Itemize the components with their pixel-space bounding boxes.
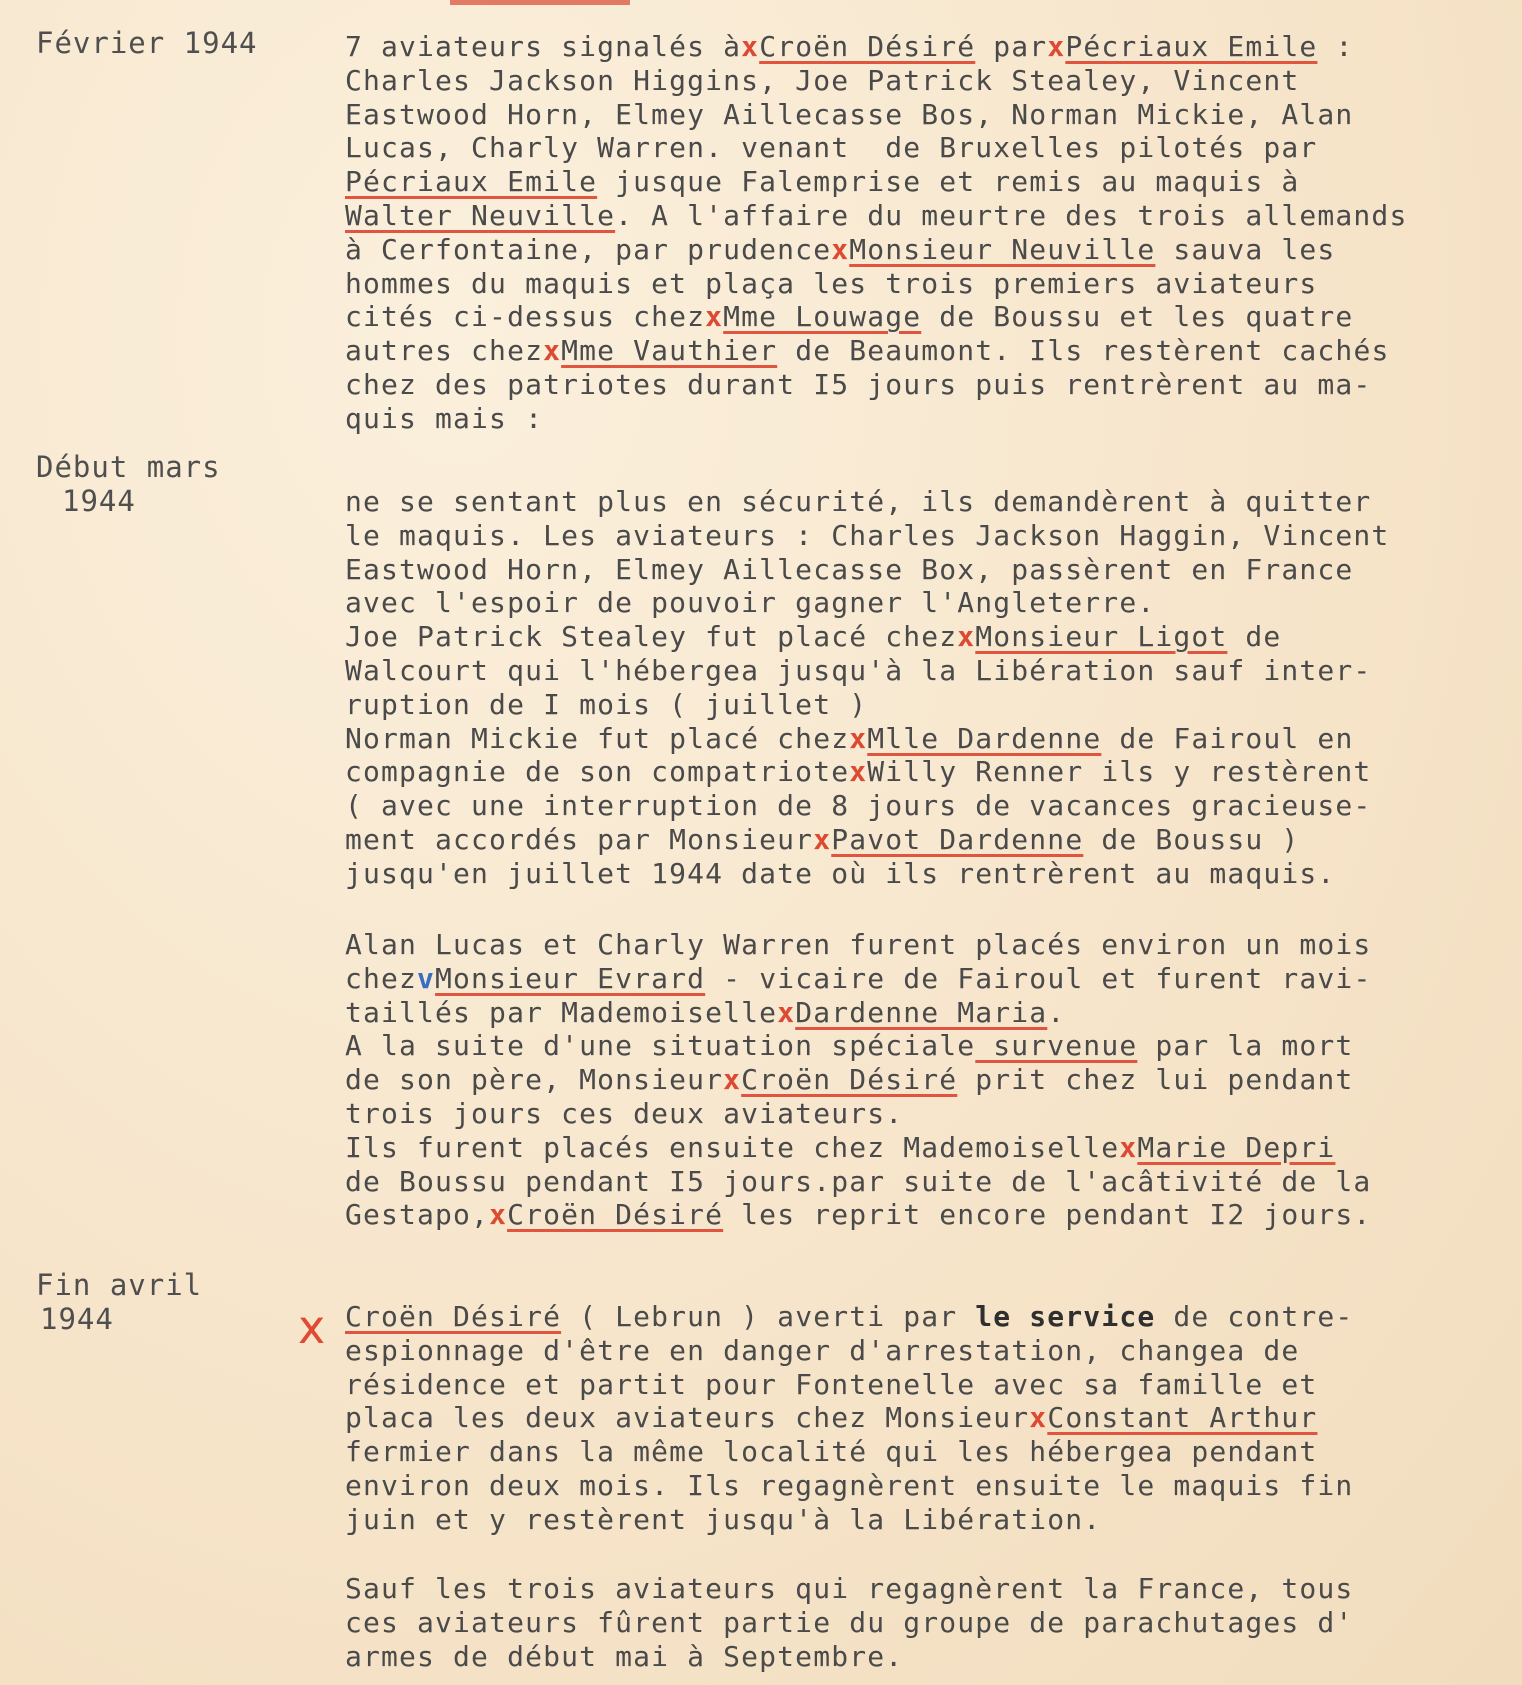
- text-line: Lucas, Charly Warren. venant de Bruxelles pilotés par: [345, 131, 1318, 165]
- red-x-mark: x: [741, 30, 760, 63]
- text-line: Gestapo,xCroën Désiré les reprit encore pendant I2 jours.: [345, 1198, 1372, 1232]
- date-february-1944: Février 1944: [36, 26, 258, 60]
- red-x-mark: x: [813, 822, 832, 856]
- text-line: A la suite d'une situation spéciale survenue par la mort: [345, 1029, 1354, 1063]
- text-line: taillés par MademoisellexDardenne Maria.: [345, 995, 1066, 1029]
- red-x-mark: x: [723, 1063, 742, 1097]
- text-line: résidence et partit pour Fontenelle avec sa famille et: [345, 1367, 1318, 1401]
- text-line: Sauf les trois aviateurs qui regagnèrent la France, tous: [345, 1572, 1354, 1605]
- text-line: ment accordés par MonsieurxPavot Dardenne de Boussu ): [345, 822, 1300, 856]
- text-line: de Boussu pendant I5 jours.par suite de l'acâtivité de la: [345, 1164, 1372, 1198]
- date-end-april: Fin avril: [36, 1268, 203, 1302]
- text-line: de son père, MonsieurxCroën Désiré prit chez lui pendant: [345, 1063, 1354, 1097]
- text-line: compagnie de son compatriotexWilly Renner ils y restèrent: [345, 755, 1372, 789]
- text-line: avec l'espoir de pouvoir gagner l'Angleterre.: [345, 586, 1156, 620]
- text-line: Walcourt qui l'hébergea jusqu'à la Libération sauf inter-: [345, 653, 1372, 687]
- paragraph-early-march: [345, 485, 1389, 891]
- text-line: placa les deux aviateurs chez MonsieurxConstant Arthur: [345, 1401, 1318, 1435]
- red-x-mark: x: [489, 1198, 508, 1232]
- red-x-mark: x: [849, 721, 868, 755]
- paragraph-conclusion: [345, 1572, 1353, 1673]
- text-line: 7 aviateurs signalés àxCroën Désiré parxPécriaux Emile :: [345, 30, 1354, 63]
- name-underline: Croën Désiré: [507, 1198, 724, 1232]
- name-underline: Pécriaux Emile: [345, 165, 598, 199]
- red-x-mark: x: [1029, 1401, 1048, 1435]
- text-line: Walter Neuville. A l'affaire du meurtre des trois allemands: [345, 198, 1408, 232]
- text-line: Joe Patrick Stealey fut placé chezxMonsieur Ligot de: [345, 620, 1282, 654]
- red-x-mark: x: [1119, 1130, 1138, 1164]
- red-x-mark: x: [543, 334, 562, 368]
- text-line: ( avec une interruption de 8 jours de vacances gracieuse-: [345, 789, 1372, 823]
- text-line: Croën Désiré ( Lebrun ) averti par le service de contre-: [345, 1300, 1354, 1333]
- red-x-mark: x: [957, 620, 976, 654]
- text-line: autres chezxMme Vauthier de Beaumont. Ils restèrent cachés: [345, 334, 1390, 368]
- text-line: cités ci-dessus chezxMme Louwage de Boussu et les quatre: [345, 300, 1354, 334]
- red-x-mark: x: [1047, 30, 1066, 63]
- text-line: Alan Lucas et Charly Warren furent placés environ un mois: [345, 928, 1372, 961]
- text-line: armes de début mai à Septembre.: [345, 1639, 904, 1673]
- name-underline: Monsieur Neuville: [849, 232, 1156, 266]
- text-line: à Cerfontaine, par prudencexMonsieur Neuville sauva les: [345, 232, 1336, 266]
- text-line: hommes du maquis et plaça les trois premiers aviateurs: [345, 266, 1318, 300]
- red-x-mark: x: [831, 232, 850, 266]
- text-line: fermier dans la même localité qui les hébergea pendant: [345, 1435, 1318, 1469]
- red-x-mark: x: [849, 755, 868, 789]
- name-underline: Monsieur Ligot: [975, 620, 1228, 654]
- blue-check-mark: v: [417, 961, 436, 995]
- name-underline: Pavot Dardenne: [831, 822, 1084, 856]
- date-end-april-year: 1944: [40, 1302, 114, 1336]
- text-line: juin et y restèrent jusqu'à la Libération.: [345, 1502, 1102, 1536]
- name-underline: Croën Désiré: [345, 1300, 562, 1333]
- text-line: Charles Jackson Higgins, Joe Patrick Stealey, Vincent: [345, 63, 1300, 97]
- large-red-x-mark: x: [298, 1300, 326, 1354]
- red-x-mark: x: [705, 300, 724, 334]
- text-line: chez des patriotes durant I5 jours puis rentrèrent au ma-: [345, 367, 1372, 401]
- date-early-march-year: 1944: [62, 484, 136, 518]
- text-line: Eastwood Horn, Elmey Aillecasse Bos, Norman Mickie, Alan: [345, 97, 1354, 131]
- name-underline: Marie Depri: [1137, 1130, 1336, 1164]
- name-underline: Constant Arthur: [1047, 1401, 1318, 1435]
- paragraph-february: [345, 30, 1407, 436]
- red-pencil-mark: [450, 0, 630, 5]
- text-line: ne se sentant plus en sécurité, ils demandèrent à quitter: [345, 485, 1372, 518]
- paragraph-end-april: [345, 1300, 1353, 1537]
- text-line: Norman Mickie fut placé chezxMlle Dardenne de Fairoul en: [345, 721, 1354, 755]
- name-underline: Croën Désiré: [759, 30, 976, 63]
- text-line: Pécriaux Emile jusque Falemprise et remis au maquis à: [345, 165, 1300, 199]
- red-x-mark: x: [777, 995, 796, 1029]
- text-line: jusqu'en juillet 1944 date où ils rentrèrent au maquis.: [345, 856, 1336, 890]
- text-line: environ deux mois. Ils regagnèrent ensuite le maquis fin: [345, 1468, 1354, 1502]
- name-underline: Monsieur Evrard: [435, 961, 706, 995]
- text-line: Eastwood Horn, Elmey Aillecasse Box, passèrent en France: [345, 552, 1354, 586]
- text-line: quis mais :: [345, 401, 544, 435]
- name-underline: survenue: [975, 1029, 1138, 1063]
- text-line: chezvMonsieur Evrard - vicaire de Fairoul et furent ravi-: [345, 961, 1372, 995]
- text-line: ces aviateurs fûrent partie du groupe de parachutages d': [345, 1605, 1354, 1639]
- text-line: ruption de I mois ( juillet ): [345, 687, 868, 721]
- name-underline: Mlle Dardenne: [867, 721, 1102, 755]
- name-underline: Pécriaux Emile: [1065, 30, 1318, 63]
- date-early-march: Début mars: [36, 450, 221, 484]
- name-underline: Dardenne Maria: [795, 995, 1048, 1029]
- paragraph-lucas-warren: [345, 928, 1371, 1232]
- text-line: le maquis. Les aviateurs : Charles Jackson Haggin, Vincent: [345, 518, 1390, 552]
- text-line: Ils furent placés ensuite chez MademoisellexMarie Depri: [345, 1130, 1336, 1164]
- text-line: espionnage d'être en danger d'arrestation, changea de: [345, 1333, 1300, 1367]
- name-underline: Mme Louwage: [723, 300, 922, 334]
- name-underline: Walter Neuville: [345, 198, 616, 232]
- name-underline: Croën Désiré: [741, 1063, 958, 1097]
- text-line: trois jours ces deux aviateurs.: [345, 1096, 904, 1130]
- name-underline: Mme Vauthier: [561, 334, 778, 368]
